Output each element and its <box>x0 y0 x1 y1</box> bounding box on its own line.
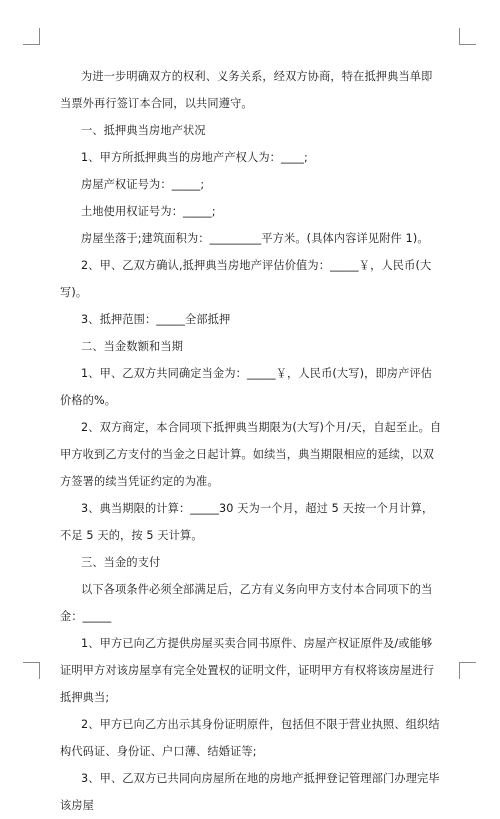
clause-payment-conditions: 以下各项条件必须全部满足后，乙方有义务向甲方支付本合同项下的当金：_____ <box>60 583 433 623</box>
crop-mark-bottom-right-vertical <box>459 662 460 679</box>
clause-amount: 1、甲、乙双方共同确定当金为：_____￥，人民币(大写)，即房产评估价格的%。 <box>60 367 433 407</box>
section-heading-property: 一、抵押典当房地产状况 <box>81 124 206 137</box>
crop-mark-top-left-vertical <box>39 28 40 45</box>
section-heading-payment: 三、当金的支付 <box>81 556 161 569</box>
crop-mark-bottom-right-horizontal <box>459 662 476 663</box>
crop-mark-bottom-left-vertical <box>39 662 40 679</box>
clause-term: 2、双方商定，本合同项下抵押典当期限为(大写)个月/天，自起至止。自甲方收到乙方支付的当金之日起计算。如续当，典当期限相应的延续，以双方签署的续当凭证约定的为准。 <box>60 421 442 488</box>
document-body <box>60 63 442 819</box>
crop-mark-top-left-horizontal <box>23 44 40 45</box>
condition-documents: 1、甲方已向乙方提供房屋买卖合同书原件、房屋产权证原件及/或能够证明甲方对该房屋享有完全处置权的证明文件，证明甲方有权将该房屋进行抵押典当; <box>60 637 435 704</box>
clause-owner: 1、甲方所抵押典当的房地产产权人为：____; <box>81 151 308 164</box>
crop-mark-top-right-vertical <box>459 28 460 45</box>
clause-scope: 3、抵押范围：_____全部抵押 <box>81 313 231 326</box>
clause-term-calculation: 3、典当期限的计算：_____30 天为一个月，超过 5 天按一个月计算，不足 5 天的，按 5 天计算。 <box>60 502 434 542</box>
clause-property-cert: 房屋产权证号为：_____; <box>81 178 205 191</box>
section-heading-amount-term: 二、当金数额和当期 <box>81 340 184 353</box>
clause-valuation: 2、甲、乙双方确认,抵押典当房地产评估价值为：_____￥，人民币(大写)。 <box>60 259 432 299</box>
condition-registration: 3、甲、乙双方已共同向房屋所在地的房地产抵押登记管理部门办理完毕该房屋 <box>60 772 440 812</box>
clause-location-area: 房屋坐落于;建筑面积为：_________平方米。(具体内容详见附件 1)。 <box>81 232 429 245</box>
condition-identity: 2、甲方已向乙方出示其身份证明原件，包括但不限于营业执照、组织结构代码证、身份证、户口薄、结婚证等; <box>60 718 440 758</box>
clause-land-cert: 土地使用权证号为：_____; <box>81 205 216 218</box>
crop-mark-bottom-left-horizontal <box>23 662 40 663</box>
intro-paragraph: 为进一步明确双方的权利、义务关系，经双方协商，特在抵押典当单即当票外再行签订本合同，以共同遵守。 <box>60 70 433 110</box>
crop-mark-top-right-horizontal <box>459 44 476 45</box>
